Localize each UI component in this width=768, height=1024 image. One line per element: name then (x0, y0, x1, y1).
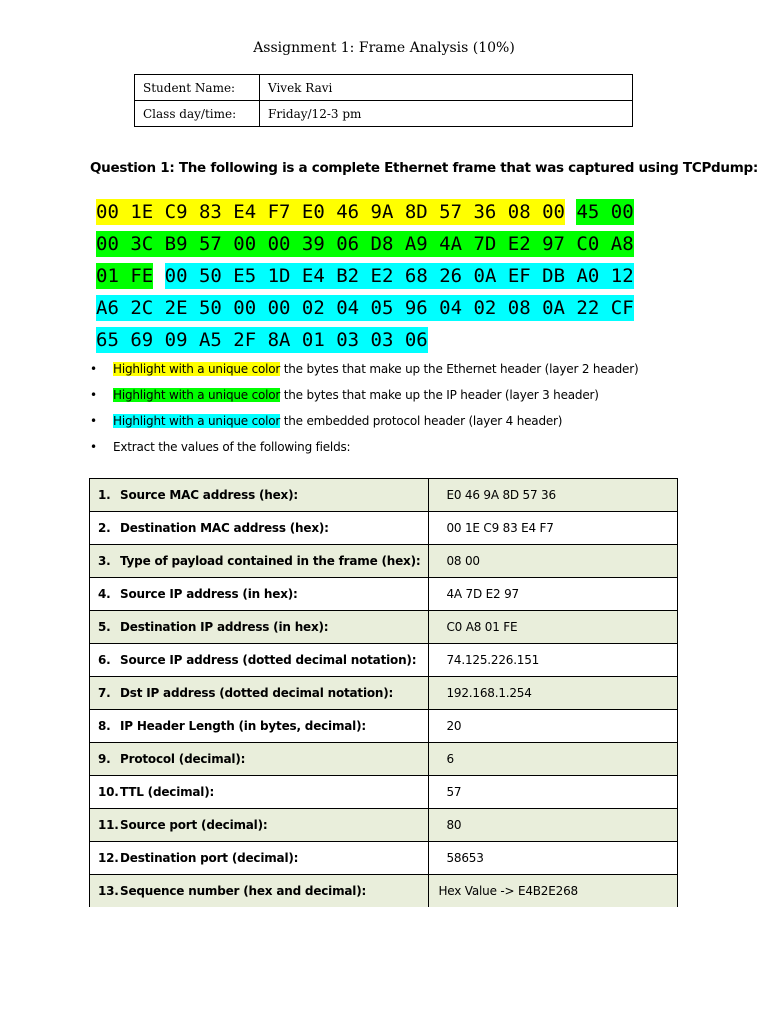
ip-header-bytes: 01 FE (96, 265, 154, 287)
instruction-item (88, 360, 748, 386)
field-question (90, 578, 429, 611)
field-row (90, 875, 678, 908)
ethernet-frame-hexdump (96, 199, 716, 359)
field-label: Source IP address (in hex): (120, 587, 298, 601)
student-name-value: Vivek Ravi (260, 75, 633, 101)
student-name-row (135, 75, 633, 101)
field-question (90, 710, 429, 743)
instruction-text: the bytes that make up the Ethernet header (layer 2 header) (280, 362, 639, 376)
student-info-table (134, 74, 633, 127)
field-question (90, 479, 429, 512)
field-number: 11. (98, 818, 119, 832)
field-number: 3. (98, 554, 111, 568)
field-row (90, 710, 678, 743)
field-row (90, 545, 678, 578)
field-number: 13. (98, 884, 119, 898)
field-question (90, 512, 429, 545)
hex-line (96, 231, 716, 263)
ip-header-bytes: 00 3C B9 57 00 00 39 06 D8 A9 4A 7D E2 97 C0 A8 (96, 233, 634, 255)
field-question (90, 743, 429, 776)
field-row (90, 611, 678, 644)
field-question (90, 611, 429, 644)
bullet-icon: • (90, 414, 97, 428)
instruction-text: Extract the values of the following fields: (113, 440, 351, 454)
l4-header-bytes: A6 2C 2E 50 00 00 02 04 05 96 04 02 08 0A 22 CF (96, 297, 634, 319)
question-heading: Question 1: The following is a complete Ethernet frame that was captured using TCPdump: (90, 160, 758, 176)
instruction-item (88, 386, 748, 412)
field-answer: 08 00 (429, 545, 678, 578)
highlight-text: Highlight with a unique color (113, 414, 281, 428)
field-label: Dst IP address (dotted decimal notation): (120, 686, 394, 700)
field-number: 12. (98, 851, 119, 865)
field-question (90, 875, 429, 908)
field-row (90, 743, 678, 776)
field-label: Destination port (decimal): (120, 851, 299, 865)
bullet-icon: • (90, 362, 97, 376)
field-label: Destination MAC address (hex): (120, 521, 329, 535)
field-number: 7. (98, 686, 111, 700)
class-time-row (135, 101, 633, 127)
field-row (90, 578, 678, 611)
hex-line (96, 199, 716, 231)
field-answer: E0 46 9A 8D 57 36 (429, 479, 678, 512)
field-number: 9. (98, 752, 111, 766)
field-answer: Hex Value -> E4B2E268 (429, 875, 678, 908)
field-answer: 80 (429, 809, 678, 842)
field-label: TTL (decimal): (120, 785, 215, 799)
field-answer: C0 A8 01 FE (429, 611, 678, 644)
field-label: Type of payload contained in the frame (hex): (120, 554, 421, 568)
field-label: Source MAC address (hex): (120, 488, 298, 502)
field-answer: 00 1E C9 83 E4 F7 (429, 512, 678, 545)
field-label: Sequence number (hex and decimal): (120, 884, 367, 898)
bullet-icon: • (90, 388, 97, 402)
field-label: Source port (decimal): (120, 818, 268, 832)
field-number: 4. (98, 587, 111, 601)
fields-table (89, 478, 678, 907)
field-answer: 58653 (429, 842, 678, 875)
eth-header-bytes: 00 1E C9 83 E4 F7 E0 46 9A 8D 57 36 08 00 (96, 201, 565, 223)
field-row (90, 809, 678, 842)
field-number: 8. (98, 719, 111, 733)
field-number: 6. (98, 653, 111, 667)
field-row (90, 677, 678, 710)
field-row (90, 842, 678, 875)
field-answer: 57 (429, 776, 678, 809)
hex-line (96, 295, 716, 327)
field-answer: 6 (429, 743, 678, 776)
field-question (90, 677, 429, 710)
field-question (90, 776, 429, 809)
field-answer: 192.168.1.254 (429, 677, 678, 710)
field-label: Source IP address (dotted decimal notation): (120, 653, 417, 667)
instruction-list (88, 360, 748, 464)
class-time-label: Class day/time: (135, 101, 260, 127)
highlight-text: Highlight with a unique color (113, 362, 281, 376)
student-name-label: Student Name: (135, 75, 260, 101)
field-answer: 74.125.226.151 (429, 644, 678, 677)
class-time-value: Friday/12-3 pm (260, 101, 633, 127)
l4-header-bytes: 00 50 E5 1D E4 B2 E2 68 26 0A EF DB A0 12 (164, 265, 634, 287)
field-number: 5. (98, 620, 111, 634)
field-row (90, 776, 678, 809)
field-question (90, 842, 429, 875)
field-row (90, 479, 678, 512)
field-question (90, 644, 429, 677)
ip-header-bytes: 45 00 (576, 201, 634, 223)
field-row (90, 644, 678, 677)
bullet-icon: • (90, 440, 97, 454)
field-row (90, 512, 678, 545)
field-answer: 20 (429, 710, 678, 743)
field-label: Protocol (decimal): (120, 752, 246, 766)
field-question (90, 545, 429, 578)
field-label: IP Header Length (in bytes, decimal): (120, 719, 366, 733)
field-number: 1. (98, 488, 111, 502)
field-question (90, 809, 429, 842)
instruction-text: the embedded protocol header (layer 4 header) (280, 414, 563, 428)
l4-header-bytes: 65 69 09 A5 2F 8A 01 03 03 06 (96, 329, 428, 351)
field-number: 10. (98, 785, 119, 799)
field-answer: 4A 7D E2 97 (429, 578, 678, 611)
instruction-item (88, 412, 748, 438)
instruction-text: the bytes that make up the IP header (layer 3 header) (280, 388, 599, 402)
hex-line (96, 327, 716, 359)
instruction-item (88, 438, 748, 464)
highlight-text: Highlight with a unique color (113, 388, 281, 402)
hex-line (96, 263, 716, 295)
document-title: Assignment 1: Frame Analysis (10%) (253, 40, 515, 56)
field-label: Destination IP address (in hex): (120, 620, 329, 634)
field-number: 2. (98, 521, 111, 535)
